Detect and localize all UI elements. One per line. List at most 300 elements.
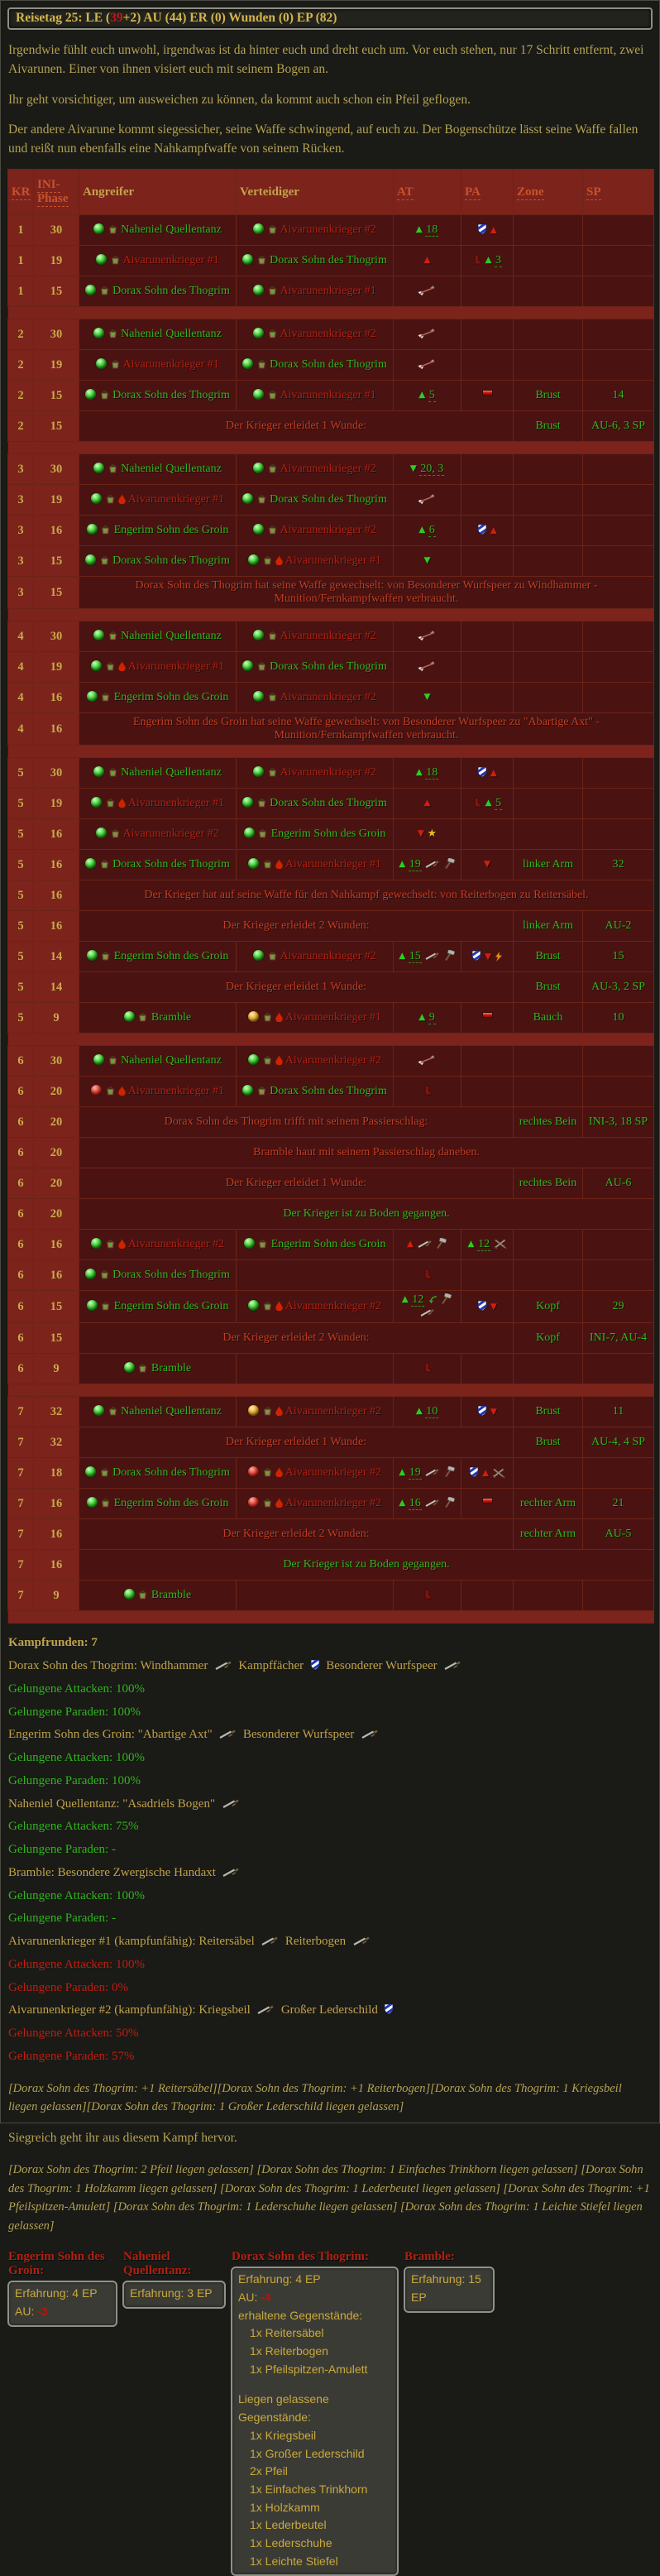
combat-row <box>8 1458 654 1489</box>
round-number-cell: 2 <box>8 350 34 381</box>
attacker-cell <box>79 1260 237 1291</box>
day-status-header[interactable] <box>7 7 653 30</box>
health-orb-green-icon <box>93 328 104 338</box>
attacker-cell <box>79 1581 237 1611</box>
inventory-bag-icon <box>100 1300 111 1311</box>
defender-cell <box>237 1489 394 1519</box>
round-number-cell: 5 <box>8 942 34 972</box>
roll-value: 12 <box>478 1238 490 1251</box>
attack-result-cell <box>394 381 462 411</box>
arrow-up-green-icon: ▲ <box>415 1406 423 1417</box>
combatant-name: Engerim Sohn des Groin <box>113 524 229 537</box>
parry-result-cell <box>462 1003 514 1034</box>
character-result-name: Engerim Sohn des Groin: <box>8 2250 105 2278</box>
round-number-cell: 4 <box>8 652 34 683</box>
round-number-cell: 5 <box>8 789 34 819</box>
wound-blood-drop-icon <box>118 798 126 808</box>
zone-cell <box>514 1458 583 1489</box>
health-orb-green-icon <box>253 950 264 961</box>
column-header-sp[interactable]: SP <box>583 170 654 215</box>
combatant-name: Aivarunenkrieger #2 <box>285 1497 381 1510</box>
combatant-name: Aivarunenkrieger #2 <box>127 1238 224 1251</box>
arrow-up-green-icon: ▲ <box>418 1012 426 1023</box>
combat-row <box>8 246 654 276</box>
health-orb-green-icon <box>242 254 253 265</box>
weapon-icon <box>261 1936 279 1946</box>
zone-cell: Brust <box>514 1427 583 1458</box>
result-line: 1x Pfeilspitzen-Amulett <box>250 2362 368 2376</box>
zone-cell <box>514 621 583 652</box>
crossed-swords-icon <box>494 1239 507 1249</box>
wound-blood-drop-icon <box>275 859 283 869</box>
weapon-name: Großer Lederschild <box>280 2003 378 2017</box>
attack-result-cell <box>394 1291 462 1323</box>
attacker-cell <box>79 516 237 546</box>
fighter-stat-line: Gelungene Paraden: 100% <box>8 1773 141 1787</box>
fighter-name: Engerim Sohn des Groin: <box>8 1728 135 1742</box>
parry-result-cell <box>462 850 514 880</box>
health-orb-green-icon <box>253 524 264 535</box>
health-orb-green-icon <box>253 463 264 473</box>
riposte-return-arrow-icon <box>428 1295 438 1304</box>
column-header-at[interactable]: AT <box>394 170 462 215</box>
health-orb-green-icon <box>91 797 102 808</box>
table-footer-band <box>8 1611 654 1624</box>
defender-cell <box>237 1458 394 1489</box>
zone-cell <box>514 1230 583 1260</box>
defender-cell <box>237 1230 394 1260</box>
round-number-cell: 3 <box>8 454 34 485</box>
shield-item-icon <box>384 2003 394 2015</box>
health-orb-green-icon <box>244 1238 255 1249</box>
parry-result-cell <box>462 485 514 516</box>
fighter-stat-line: Gelungene Attacken: 100% <box>8 1751 145 1764</box>
movement-boot-icon <box>423 1362 433 1373</box>
miss-dash-icon <box>482 390 493 396</box>
result-line: 1x Großer Lederschild <box>250 2446 365 2460</box>
sp-cell <box>583 1458 654 1489</box>
sp-cell <box>583 516 654 546</box>
parry-result-cell <box>462 1260 514 1291</box>
movement-boot-icon <box>423 1085 433 1096</box>
round-number-cell: 1 <box>8 276 34 307</box>
combat-row <box>8 1323 654 1354</box>
defender-cell <box>237 381 394 411</box>
attacker-cell <box>79 1230 237 1260</box>
combatant-name: Naheniel Quellentanz <box>121 630 222 643</box>
weapon-name: Kriegsbeil <box>198 2003 251 2017</box>
combat-row <box>8 652 654 683</box>
zone-cell <box>514 789 583 819</box>
arrow-down-red-icon: ▼ <box>490 1406 497 1417</box>
ini-phase-cell: 32 <box>34 1397 79 1427</box>
inventory-bag-icon <box>267 389 278 400</box>
round-number-cell: 6 <box>8 1138 34 1168</box>
inventory-bag-icon <box>262 858 273 869</box>
character-result-column <box>404 2250 495 2312</box>
column-header-kr[interactable]: KR <box>8 170 34 215</box>
inventory-bag-icon <box>110 827 121 838</box>
combat-row <box>8 1581 654 1611</box>
zone-cell <box>514 652 583 683</box>
combat-row <box>8 1489 654 1519</box>
combatant-name: Bramble <box>151 1589 192 1602</box>
defender-cell <box>237 652 394 683</box>
combatant-name: Aivarunenkrieger #2 <box>285 1405 381 1418</box>
roll-value: 18 <box>426 223 438 237</box>
zone-cell: rechtes Bein <box>514 1168 583 1199</box>
round-number-cell: 6 <box>8 1107 34 1138</box>
zone-cell: linker Arm <box>514 850 583 880</box>
zone-cell <box>514 485 583 516</box>
combatant-name: Dorax Sohn des Thogrim <box>112 554 230 568</box>
inventory-bag-icon <box>110 254 121 265</box>
zone-cell <box>514 1077 583 1107</box>
attacker-cell <box>79 683 237 713</box>
zone-cell <box>514 819 583 850</box>
ini-phase-cell: 9 <box>34 1581 79 1611</box>
inventory-bag-icon <box>99 285 110 295</box>
round-number-cell: 7 <box>8 1427 34 1458</box>
attacker-cell <box>79 546 237 577</box>
sword-icon <box>424 859 440 869</box>
combat-row <box>8 713 654 746</box>
sp-cell: INI-3, 18 SP <box>583 1107 654 1138</box>
result-line: 1x Lederbeutel <box>250 2518 327 2532</box>
round-number-cell: 7 <box>8 1397 34 1427</box>
ini-phase-cell: 19 <box>34 652 79 683</box>
result-line: 1x Kriegsbeil <box>250 2428 317 2442</box>
combatant-name: Naheniel Quellentanz <box>121 1054 222 1067</box>
ini-phase-cell: 16 <box>34 713 79 746</box>
sp-cell <box>583 683 654 713</box>
sp-cell <box>583 1260 654 1291</box>
combatant-name: Dorax Sohn des Thogrim <box>270 660 387 674</box>
inventory-bag-icon <box>267 328 278 338</box>
ini-phase-cell: 30 <box>34 319 79 350</box>
combatant-name: Aivarunenkrieger #2 <box>280 223 376 237</box>
zone-cell: rechtes Bein <box>514 1107 583 1138</box>
defender-cell <box>237 1581 394 1611</box>
column-header-angreifer: Angreifer <box>79 170 237 215</box>
inventory-bag-icon <box>267 285 278 295</box>
ranged-arrow-icon <box>417 328 438 338</box>
victory-message: Siegreich geht ihr aus diesem Kampf hervor. <box>8 2131 237 2146</box>
weapon-name: Reiterbogen <box>285 1935 347 1948</box>
combat-message: Der Krieger hat auf seine Waffe für den Nahkampf gewechselt: von Reiterbogen zu Reitersäbel. <box>79 880 654 911</box>
inventory-bag-icon <box>99 858 110 869</box>
inventory-bag-icon <box>110 358 121 369</box>
attack-result-cell <box>394 1230 462 1260</box>
sp-cell: 10 <box>583 1003 654 1034</box>
defender-cell <box>237 1397 394 1427</box>
zone-cell: Brust <box>514 942 583 972</box>
ini-phase-cell: 16 <box>34 819 79 850</box>
combatant-name: Aivarunenkrieger #2 <box>280 524 376 537</box>
defender-cell <box>237 789 394 819</box>
combat-row <box>8 850 654 880</box>
health-orb-green-icon <box>248 554 259 565</box>
weapon-icon <box>222 1798 240 1809</box>
weapon-icon <box>214 1660 232 1671</box>
sp-cell <box>583 621 654 652</box>
round-number-cell: 5 <box>8 880 34 911</box>
defender-cell <box>237 819 394 850</box>
inventory-bag-icon <box>262 1300 273 1311</box>
narrative-paragraph-2: Ihr geht vorsichtiger, um ausweichen zu können, da kommt auch schon ein Pfeil geflogen. <box>8 92 471 107</box>
attack-result-cell <box>394 546 462 577</box>
sp-cell <box>583 652 654 683</box>
zone-cell: rechter Arm <box>514 1489 583 1519</box>
column-header-zone[interactable]: Zone <box>514 170 583 215</box>
arrow-up-green-icon: ▲ <box>415 224 423 235</box>
ini-phase-cell: 16 <box>34 880 79 911</box>
zone-cell <box>514 1354 583 1384</box>
parry-result-cell <box>462 319 514 350</box>
ini-phase-cell: 15 <box>34 577 79 609</box>
combat-message: Der Krieger erleidet 1 Wunde: <box>79 1168 514 1199</box>
sp-cell: 21 <box>583 1489 654 1519</box>
attacker-cell <box>79 276 237 307</box>
inventory-bag-icon <box>108 1054 118 1065</box>
result-line: 1x Holzkamm <box>250 2500 320 2514</box>
health-orb-green-icon <box>85 554 96 565</box>
ini-phase-cell: 16 <box>34 1519 79 1550</box>
sp-cell: 14 <box>583 381 654 411</box>
combat-row <box>8 1230 654 1260</box>
combatant-name: Aivarunenkrieger #2 <box>285 1300 381 1313</box>
round-number-cell: 7 <box>8 1489 34 1519</box>
combatant-name: Bramble <box>151 1011 192 1024</box>
round-number-cell: 7 <box>8 1581 34 1611</box>
defender-cell <box>237 1260 394 1291</box>
zone-cell: Kopf <box>514 1291 583 1323</box>
fighter-weapons-line <box>8 1727 652 1743</box>
miss-dash-icon <box>482 1012 493 1018</box>
combat-log-table-container <box>1 169 659 1624</box>
arrow-down-red-icon: ▼ <box>490 1301 497 1312</box>
inventory-bag-icon <box>262 1011 273 1022</box>
inventory-bag-icon <box>262 1054 273 1065</box>
combatant-name: Dorax Sohn des Thogrim <box>270 797 387 810</box>
ini-phase-cell: 20 <box>34 1107 79 1138</box>
column-header-ini-phase[interactable]: INI-Phase <box>34 170 79 215</box>
attacker-cell <box>79 485 237 516</box>
parry-result-cell <box>462 621 514 652</box>
zone-cell: Brust <box>514 972 583 1003</box>
parry-result-cell <box>462 1397 514 1427</box>
parry-shield-icon <box>477 1405 487 1417</box>
fighter-weapons-line <box>8 1934 652 1950</box>
inventory-bag-icon <box>108 630 118 640</box>
defender-cell <box>237 276 394 307</box>
inventory-bag-icon <box>105 660 116 671</box>
character-results-row <box>7 2250 653 2576</box>
sp-cell <box>583 215 654 246</box>
parry-result-cell <box>462 1046 514 1077</box>
inventory-bag-icon <box>256 1085 267 1096</box>
parry-result-cell <box>462 1458 514 1489</box>
au-loss-line: AU: -3 <box>15 2305 48 2318</box>
defender-cell <box>237 1077 394 1107</box>
roll-value: 18 <box>426 766 438 780</box>
inventory-bag-icon <box>262 1466 273 1477</box>
combat-row <box>8 577 654 609</box>
attack-result-cell <box>394 819 462 850</box>
round-number-cell: 6 <box>8 1168 34 1199</box>
health-orb-red-icon <box>248 1466 259 1477</box>
round-number-cell: 3 <box>8 577 34 609</box>
attack-result-cell <box>394 1046 462 1077</box>
health-orb-green-icon <box>87 950 98 961</box>
combatant-name: Aivarunenkrieger #2 <box>280 463 376 476</box>
inventory-bag-icon <box>105 1238 116 1249</box>
combatant-name: Dorax Sohn des Thogrim <box>270 493 387 506</box>
fighter-stat-line: Gelungene Paraden: 57% <box>8 2049 135 2063</box>
combatant-name: Dorax Sohn des Thogrim <box>270 1085 387 1098</box>
wound-blood-drop-icon <box>275 1301 283 1311</box>
health-orb-green-icon <box>85 858 96 869</box>
inventory-bag-icon <box>267 223 278 234</box>
attacker-cell <box>79 1291 237 1323</box>
attacker-cell <box>79 789 237 819</box>
combat-row <box>8 1003 654 1034</box>
zone-cell: Bauch <box>514 1003 583 1034</box>
combat-summary <box>8 1635 652 2064</box>
zone-cell <box>514 1260 583 1291</box>
attacker-cell <box>79 758 237 789</box>
zone-cell <box>514 1046 583 1077</box>
health-orb-green-icon <box>85 285 96 295</box>
combat-row <box>8 1077 654 1107</box>
combatant-name: Aivarunenkrieger #2 <box>280 950 376 963</box>
attacker-cell <box>79 454 237 485</box>
fighter-weapons-line <box>8 1796 652 1812</box>
parry-shield-icon <box>471 950 481 962</box>
defender-cell <box>237 546 394 577</box>
defender-cell <box>237 1046 394 1077</box>
attacker-cell <box>79 1397 237 1427</box>
health-orb-green-icon <box>85 1466 96 1477</box>
attacker-cell <box>79 1489 237 1519</box>
health-orb-green-icon <box>93 630 104 640</box>
roll-value: 19 <box>409 1466 421 1480</box>
combat-row <box>8 758 654 789</box>
combat-row <box>8 1354 654 1384</box>
parry-shield-icon <box>469 1466 479 1478</box>
movement-boot-icon <box>423 1589 433 1600</box>
inventory-bag-icon <box>99 389 110 400</box>
attack-result-cell <box>394 1354 462 1384</box>
combatant-name: Dorax Sohn des Thogrim <box>112 285 230 298</box>
inventory-bag-icon <box>108 328 118 338</box>
combat-row <box>8 1046 654 1077</box>
combatant-name: Aivarunenkrieger #2 <box>280 630 376 643</box>
round-number-cell: 1 <box>8 215 34 246</box>
inventory-bag-icon <box>105 797 116 808</box>
arrow-down-red-icon: ▼ <box>417 828 424 839</box>
roll-value: 3 <box>495 254 502 267</box>
inventory-bag-icon <box>137 1362 148 1373</box>
arrow-up-red-icon: ▲ <box>406 1239 414 1250</box>
zone-cell: linker Arm <box>514 911 583 942</box>
sp-cell <box>583 758 654 789</box>
combatant-name: Aivarunenkrieger #2 <box>280 766 376 780</box>
ini-phase-cell: 16 <box>34 683 79 713</box>
movement-boot-icon <box>423 1269 433 1279</box>
attacker-cell <box>79 1046 237 1077</box>
ini-phase-cell: 16 <box>34 911 79 942</box>
zone-cell <box>514 683 583 713</box>
wound-blood-drop-icon <box>275 555 283 565</box>
round-separator <box>8 1034 654 1046</box>
ini-phase-cell: 19 <box>34 350 79 381</box>
zone-cell: Brust <box>514 1397 583 1427</box>
weapon-name: Besondere Zwergische Handaxt <box>57 1865 216 1879</box>
health-orb-green-icon <box>93 223 104 234</box>
combatant-name: Dorax Sohn des Thogrim <box>112 1269 230 1282</box>
sp-cell: 32 <box>583 850 654 880</box>
critical-star-icon: ★ <box>427 827 438 841</box>
combat-rounds-count: Kampfrunden: 7 <box>8 1636 98 1650</box>
result-line: 2x Pfeil <box>250 2464 288 2478</box>
combatant-name: Bramble <box>151 1362 192 1375</box>
crossed-swords-icon <box>492 1468 505 1478</box>
column-header-pa[interactable]: PA <box>462 170 514 215</box>
round-number-cell: 6 <box>8 1199 34 1230</box>
round-number-cell: 5 <box>8 850 34 880</box>
attacker-cell <box>79 1003 237 1034</box>
health-orb-green-icon <box>85 389 96 400</box>
roll-value: 6 <box>428 524 435 537</box>
defender-cell <box>237 319 394 350</box>
defender-cell <box>237 1354 394 1384</box>
weapon-name: Besonderer Wurfspeer <box>326 1659 438 1672</box>
zone-cell <box>514 454 583 485</box>
ranged-arrow-icon <box>417 1054 438 1065</box>
weapon-name: Besonderer Wurfspeer <box>242 1728 355 1742</box>
combat-message: Dorax Sohn des Thogrim trifft mit seinem Passierschlag: <box>79 1107 514 1138</box>
combat-row <box>8 411 654 442</box>
health-orb-green-icon <box>253 389 264 400</box>
zone-cell <box>514 758 583 789</box>
combat-row <box>8 911 654 942</box>
arrow-up-green-icon: ▲ <box>399 1498 406 1509</box>
combat-message: Bramble haut mit seinem Passierschlag daneben. <box>79 1138 654 1168</box>
result-line: 1x Reitersäbel <box>250 2326 324 2340</box>
ini-phase-cell: 30 <box>34 454 79 485</box>
inventory-bag-icon <box>267 630 278 640</box>
result-line: Liegen gelassene Gegenstände: <box>238 2392 329 2425</box>
attack-result-cell <box>394 215 462 246</box>
sp-cell <box>583 1581 654 1611</box>
ini-phase-cell: 16 <box>34 516 79 546</box>
combat-row <box>8 1138 654 1168</box>
defender-cell <box>237 454 394 485</box>
inventory-bag-icon <box>267 524 278 535</box>
arrow-up-green-icon: ▲ <box>399 1467 406 1478</box>
parry-result-cell <box>462 758 514 789</box>
sp-cell: AU-5 <box>583 1519 654 1550</box>
ini-phase-cell: 32 <box>34 1427 79 1458</box>
zone-cell <box>514 215 583 246</box>
sword-icon <box>424 1498 440 1508</box>
hammer-icon <box>443 950 456 961</box>
inventory-bag-icon <box>108 766 118 777</box>
combat-row <box>8 485 654 516</box>
arrow-down-red-icon: ▼ <box>484 951 492 962</box>
day-status-suffix: +2) AU (44) ER (0) Wunden (0) EP (82) <box>122 11 337 25</box>
